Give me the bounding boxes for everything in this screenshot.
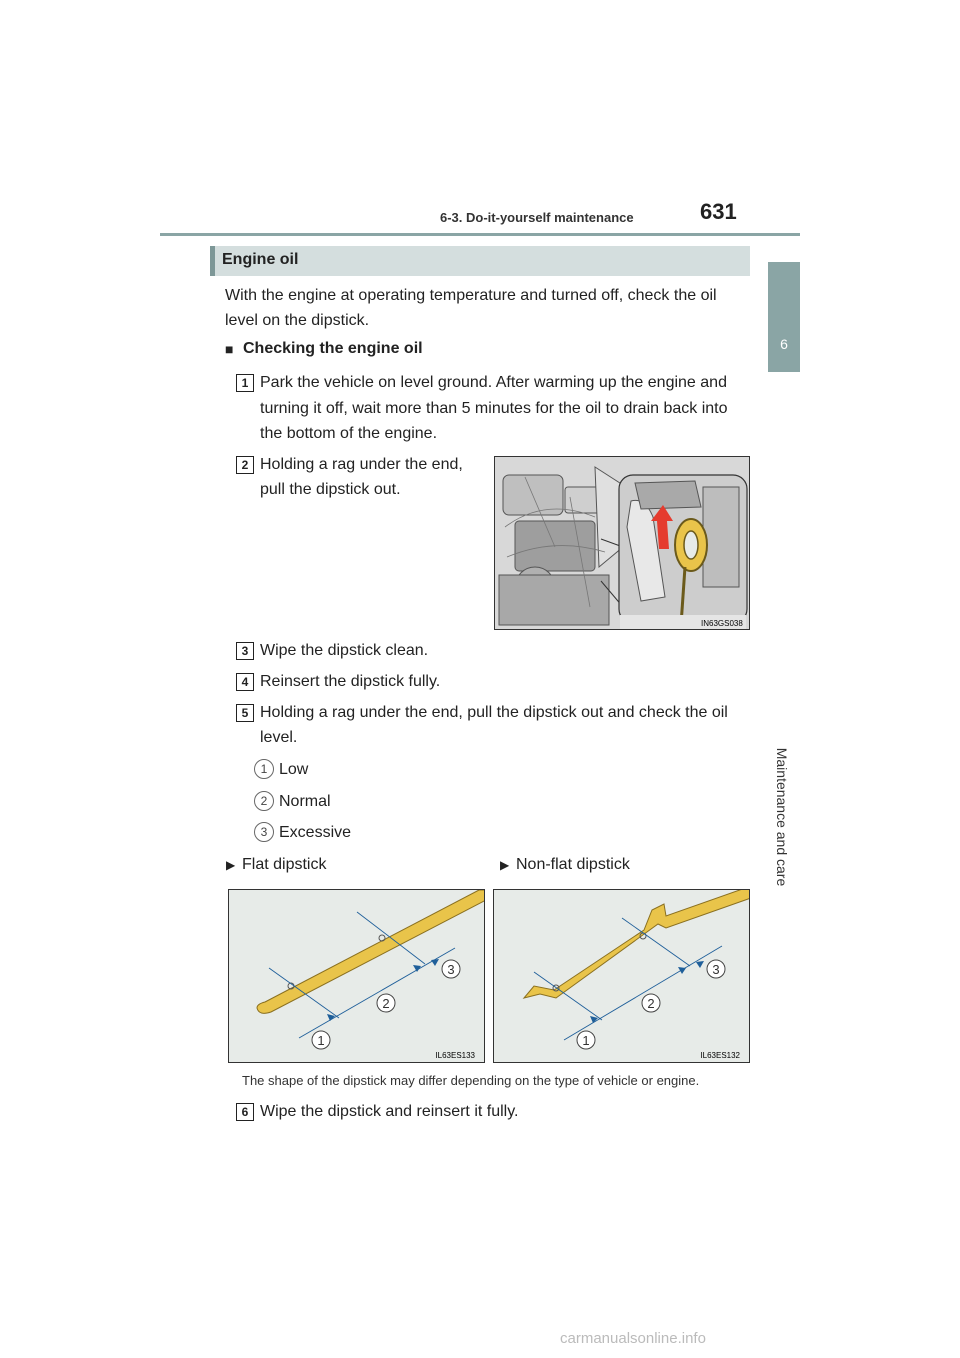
step-number-5: 5: [236, 704, 254, 722]
svg-text:1: 1: [317, 1033, 325, 1048]
flat-marker: ▶: [226, 858, 236, 872]
engine-illustration: [495, 457, 750, 630]
engine-photo: [494, 456, 750, 630]
step-number-1: 1: [236, 374, 254, 392]
watermark: carmanualsonline.info: [560, 1330, 706, 1347]
step-3-text: Wipe the dipstick clean.: [260, 642, 429, 659]
step-1-line-2: turning it off, wait more than 5 minutes for the oil to drain back into: [260, 400, 728, 417]
callout-2: [642, 994, 660, 1012]
svg-text:2: 2: [382, 996, 390, 1011]
step-number-2: 2: [236, 456, 254, 474]
step-1-line-3: the bottom of the engine.: [260, 425, 438, 442]
subheading-bullet: ■: [225, 341, 234, 357]
section-header: 6-3. Do-it-yourself maintenance: [440, 210, 634, 225]
level-low: Low: [279, 761, 309, 778]
step-number-6: 6: [236, 1103, 254, 1121]
step-5-line-2: level.: [260, 729, 298, 746]
step-number-4: 4: [236, 673, 254, 691]
chapter-number: 6: [780, 336, 788, 352]
callout-1: [577, 1031, 595, 1049]
step-6-text: Wipe the dipstick and reinsert it fully.: [260, 1103, 519, 1120]
level-marker-1: 1: [254, 759, 274, 779]
callout-3: [442, 960, 460, 978]
level-marker-3: 3: [254, 822, 274, 842]
step-number-3: 3: [236, 642, 254, 660]
figure-caption: The shape of the dipstick may differ depending on the type of vehicle or engine.: [242, 1073, 700, 1088]
callout-1: [312, 1031, 330, 1049]
callout-2: [377, 994, 395, 1012]
chapter-title-container: [772, 744, 792, 894]
flat-figure-code: IL63ES133: [435, 1051, 475, 1060]
non-flat-dipstick-illustration: [494, 890, 750, 1063]
non-flat-dipstick-figure: [493, 889, 750, 1063]
intro-line-2: level on the dipstick.: [225, 312, 370, 329]
svg-text:2: 2: [647, 996, 655, 1011]
step-2-line-2: pull the dipstick out.: [260, 481, 401, 498]
level-marker-2: 2: [254, 791, 274, 811]
flat-dipstick-figure: [228, 889, 485, 1063]
level-normal: Normal: [279, 793, 331, 810]
intro-line-1: With the engine at operating temperature and turned off, check the oil: [225, 287, 717, 304]
svg-text:1: 1: [582, 1033, 590, 1048]
chapter-title: Maintenance and care: [774, 747, 790, 887]
subheading: Checking the engine oil: [243, 340, 423, 357]
step-2-line-1: Holding a rag under the end,: [260, 456, 463, 473]
section-title: Engine oil: [222, 251, 299, 268]
svg-text:3: 3: [447, 962, 455, 977]
section-bar-accent: [210, 246, 215, 276]
chapter-tab: [768, 262, 800, 372]
page-number: 631: [700, 199, 737, 224]
callout-3: [707, 960, 725, 978]
photo-code: IN63GS038: [701, 619, 743, 628]
step-1-line-1: Park the vehicle on level ground. After warming up the engine and: [260, 374, 727, 391]
flat-dipstick-illustration: [229, 890, 485, 1063]
header-rule: [160, 233, 800, 236]
non-flat-figure-code: IL63ES132: [700, 1051, 740, 1060]
step-4-text: Reinsert the dipstick fully.: [260, 673, 441, 690]
non-flat-marker: ▶: [500, 858, 510, 872]
step-5-line-1: Holding a rag under the end, pull the dipstick out and check the oil: [260, 704, 728, 721]
flat-dipstick-label: Flat dipstick: [242, 856, 327, 873]
level-excessive: Excessive: [279, 824, 352, 841]
svg-text:3: 3: [712, 962, 720, 977]
non-flat-dipstick-label: Non-flat dipstick: [516, 856, 630, 873]
